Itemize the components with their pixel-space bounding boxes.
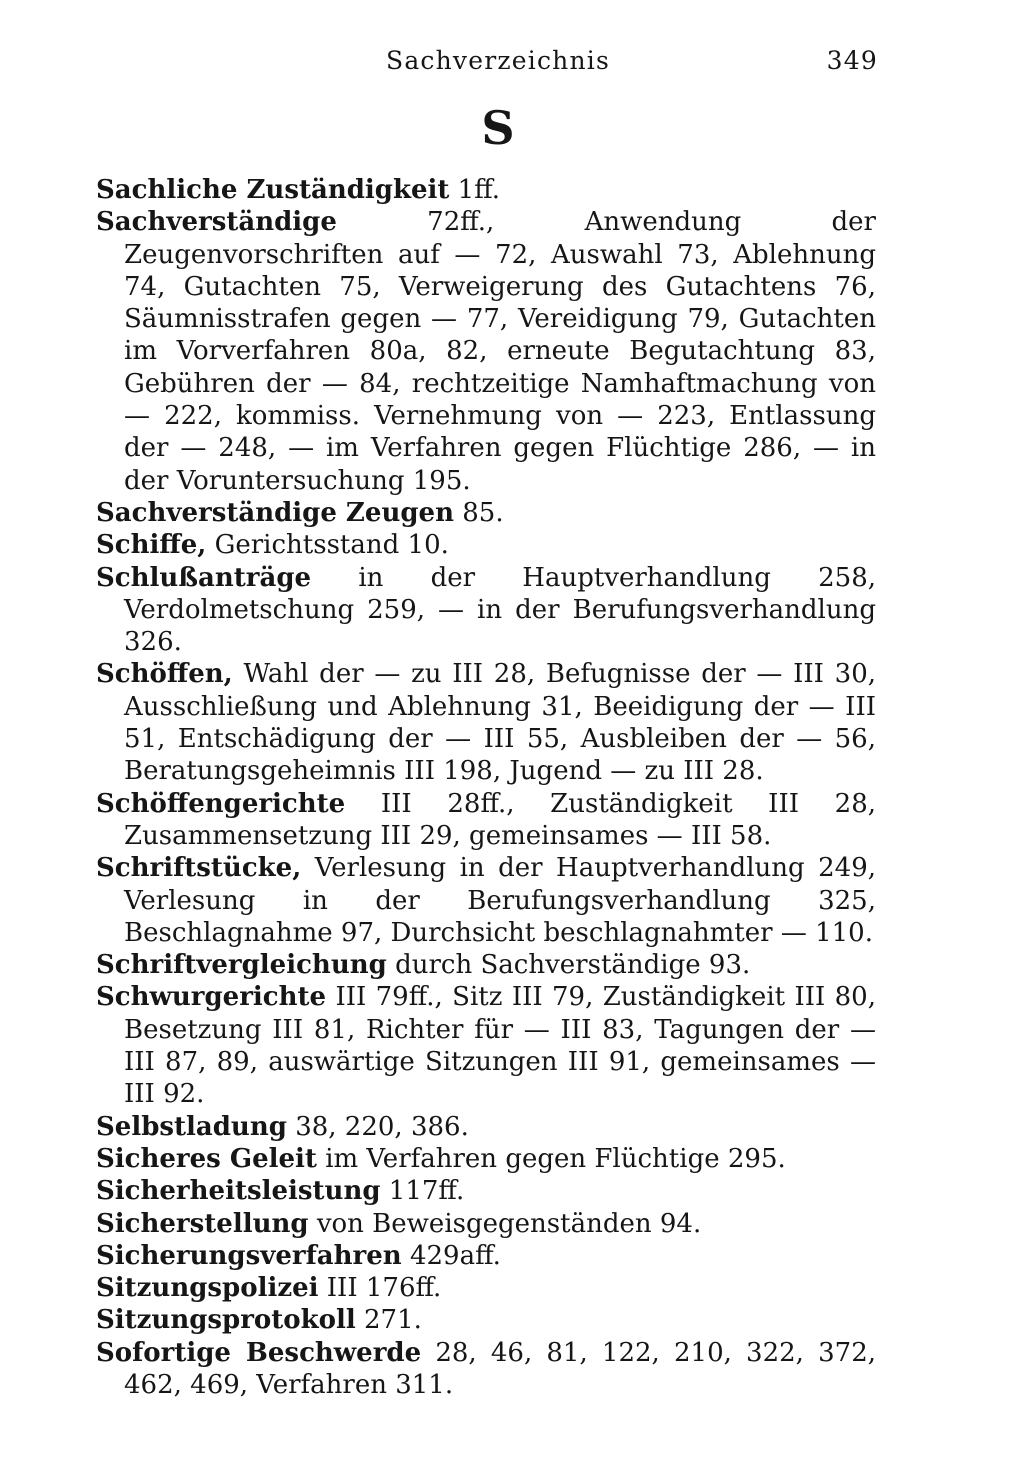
index-entry — [96, 1175, 876, 1207]
entry-term: Selbstladung — [96, 1111, 287, 1142]
entry-term: Schiffe, — [96, 530, 207, 561]
entry-term: Schwurgerichte — [96, 982, 327, 1013]
entry-references: 72ff., Anwendung der Zeugenvorschriften auf — 72, Auswahl 73, Ablehnung 74, Gutachten 75, Verweigerung des Gutachtens 76, Säumnisstrafen gegen — 77, Vereidigung 79, Gutachten im Vorverfahren 80a, 82, erneute Begutachtung 83, Gebühren der — 84, rechtzeitige Namhaftmachung von — 222, kommiss. Vernehmung von — 223, Entlassung der — 248, — im Verfahren gegen Flüchtige 286, — in der Voruntersuchung 195. — [124, 207, 876, 496]
entry-term: Sachverständige Zeugen — [96, 497, 454, 528]
entry-references: 117ff. — [388, 1176, 465, 1207]
entry-references: 38, 220, 386. — [295, 1111, 469, 1142]
index-entry — [96, 174, 876, 206]
index-entry — [96, 949, 876, 981]
index-entry — [96, 1272, 876, 1304]
entry-references: III 28ff., Zuständigkeit III 28, Zusammensetzung III 29, gemeinsames — III 58. — [124, 788, 876, 851]
index-entry — [96, 788, 876, 853]
entry-references: 28, 46, 81, 122, 210, 322, 372, 462, 469, Verfahren 311. — [124, 1337, 877, 1400]
entry-term: Sofortige Beschwerde — [96, 1337, 422, 1368]
entry-references: 85. — [462, 497, 504, 528]
index-entry — [96, 1208, 876, 1240]
entry-references: 1ff. — [457, 175, 501, 205]
index-entry — [96, 1143, 876, 1175]
index-entry — [96, 562, 876, 659]
entry-term: Sitzungsprotokoll — [96, 1305, 356, 1336]
running-head — [118, 44, 878, 78]
entry-term: Sicherheitsleistung — [96, 1176, 381, 1207]
index-entry — [96, 1337, 876, 1402]
index-entry-list — [96, 174, 876, 1401]
entry-term: Sicherstellung — [96, 1208, 309, 1239]
entry-term: Schlußanträge — [96, 562, 312, 593]
entry-references: durch Sachverständige 93. — [395, 950, 751, 981]
index-entry — [96, 852, 876, 949]
entry-term: Schöffengerichte — [96, 788, 346, 819]
entry-references: im Verfahren gegen Flüchtige 295. — [325, 1143, 786, 1174]
entry-references: III 79ff., Sitz III 79, Zuständigkeit III 80, Besetzung III 81, Richter für — III 83, Tagungen der — III 87, 89, auswärtige Sitzungen III 91, gemeinsames — III 92. — [124, 982, 876, 1110]
entry-term: Sicherungsverfahren — [96, 1240, 402, 1271]
entry-term: Sitzungspolizei — [96, 1273, 319, 1304]
entry-term: Sachverständige — [96, 207, 337, 238]
entry-term: Schöffen, — [96, 659, 233, 690]
index-entry — [96, 1304, 876, 1336]
entry-term: Sachliche Zuständigkeit — [96, 175, 450, 205]
entry-references: 271. — [364, 1305, 422, 1336]
entry-references: 429aff. — [409, 1240, 501, 1271]
index-entry — [96, 1240, 876, 1272]
entry-references: Gerichtsstand 10. — [214, 530, 449, 561]
entry-references: Wahl der — zu III 28, Befugnisse der — III 30, Ausschließung und Ablehnung 31, Beeidigung der — III 51, Entschädigung der — III 55, Ausbleiben der — 56, Beratungsgeheimnis III 198, Jugend — zu III 28. — [124, 659, 877, 787]
index-entry — [96, 206, 876, 497]
page-number: 349 — [826, 46, 878, 75]
index-entry — [96, 658, 876, 787]
entry-term: Schriftstücke, — [96, 853, 302, 884]
entry-references: Verlesung in der Hauptverhandlung 249, Verlesung in der Berufungsverhandlung 325, Beschlagnahme 97, Durchsicht beschlagnahmter — 110. — [124, 853, 877, 948]
entry-references: III 176ff. — [326, 1273, 442, 1304]
entry-term: Schriftvergleichung — [96, 950, 387, 981]
index-entry — [96, 529, 876, 561]
entry-references: von Beweisgegenständen 94. — [316, 1208, 702, 1239]
section-letter-heading: S — [481, 101, 515, 155]
index-entry — [96, 1111, 876, 1143]
running-title: Sachverzeichnis — [386, 46, 610, 75]
entry-term: Sicheres Geleit — [96, 1143, 317, 1174]
index-entry — [96, 497, 876, 529]
entry-references: in der Hauptverhandlung 258, Verdolmetschung 259, — in der Berufungsverhandlung 326. — [124, 562, 876, 658]
index-entry — [96, 981, 876, 1110]
